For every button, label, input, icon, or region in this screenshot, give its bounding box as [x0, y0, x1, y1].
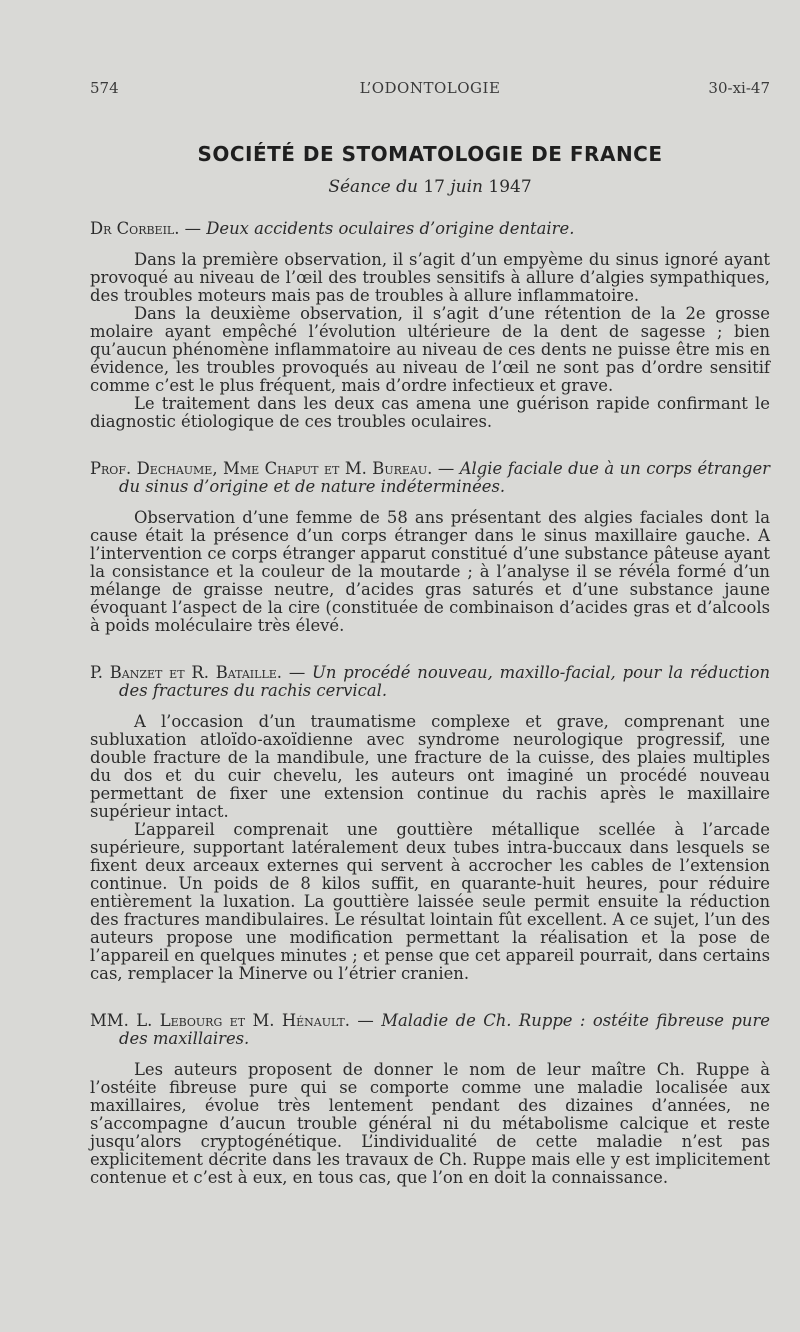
- communication: [90, 220, 770, 431]
- communication-authors: Dr Corbeil.: [90, 219, 180, 238]
- session-month: juin: [450, 177, 483, 197]
- session-date: [90, 177, 770, 197]
- paragraph: A l’occasion d’un traumatisme complexe et grave, comprenant une subluxation atloïdo-axoïdienne avec syndrome neurologique progressif, une double fracture de la mandibule, une fracture de la cuisse, des plaies multiples du dos et du cuir chevelu, les auteurs ont imaginé un procédé nouveau permettant de fixer une extension continue du rachis après le maxillaire supérieur intact.: [90, 712, 770, 821]
- communication: [90, 460, 770, 635]
- paragraph: Observation d’une femme de 58 ans présentant des algies faciales dont la cause était la présence d’un corps étranger dans le sinus maxillaire gauche. A l’intervention ce corps étranger apparut constitué d’une substance pâteuse ayant la consistance et la couleur de la moutarde ; à l’analyse il se révéla formé d’un mélange de graisse neutre, d’acides gras saturés et d’une substance jaune évoquant l’aspect de la cire (constituée de combinaison d’acides gras et d’alcools à poids moléculaire très élevé.: [90, 508, 770, 635]
- communication-title: Algie faciale due à un corps étranger du sinus d’origine et de nature indéterminées.: [119, 459, 770, 496]
- issue-date: 30-xi-47: [708, 79, 770, 97]
- communication-title: Maladie de Ch. Ruppe : ostéite fibreuse pure des maxillaires.: [119, 1011, 770, 1048]
- session-day: 17: [423, 177, 445, 197]
- running-header: [90, 79, 770, 101]
- session-year: 1947: [488, 177, 532, 197]
- paragraph: Les auteurs proposent de donner le nom de leur maître Ch. Ruppe à l’ostéite fibreuse pure qui se comporte comme une maladie localisée aux maxillaires, évolue très lentement pendant des dizaines d’années, ne s’accompagne d’aucun trouble général ni du métabolisme calcique et reste jusqu’alors cryptogénétique. L’individualité de cette maladie n’est pas explicitement décrite dans les travaux de Ch. Ruppe mais elle y est implicitement contenue et c’est à eux, en tous cas, que l’on en doit la connaissance.: [90, 1060, 770, 1187]
- paragraph: Le traitement dans les deux cas amena une guérison rapide confirmant le diagnostic étiologique de ces troubles oculaires.: [90, 394, 770, 431]
- communication-authors: MM. L. Lebourg et M. Hénault.: [90, 1011, 350, 1030]
- journal-title: L’ODONTOLOGIE: [359, 79, 501, 97]
- paragraph: L’appareil comprenait une gouttière métallique scellée à l’arcade supérieure, supportant latéralement deux tubes intra-buccaux dans lesquels se fixent deux arceaux externes qui servent à accrocher les cables de l’extension continue. Un poids de 8 kilos suffit, en quarante-huit heures, pour réduire entièrement la luxation. La gouttière laissée seule permit ensuite la réduction des fractures mandibulaires. Le résultat lointain fût excellent. A ce sujet, l’un des auteurs propose une modification permettant la réalisation et la pose de l’appareil en quelques minutes ; et pense que cet appareil pourrait, dans certains cas, remplacer la Minerve ou l’étrier cranien.: [90, 820, 770, 983]
- communication-title: Deux accidents oculaires d’origine dentaire.: [206, 219, 575, 238]
- communication: [90, 1012, 770, 1187]
- session-label: Séance du: [328, 177, 418, 197]
- communication-heading: MM. L. Lebourg et M. Hénault. — Maladie de Ch. Ruppe : ostéite fibreuse pure des maxillaires.: [90, 1011, 770, 1048]
- communication-authors: Prof. Dechaume, Mme Chaput et M. Bureau.: [90, 459, 433, 478]
- paragraph: Dans la première observation, il s’agit d’un empyème du sinus ignoré ayant provoqué au niveau de l’œil des troubles sensitifs à allure d’algies sympathiques, des troubles moteurs mais pas de troubles à allure inflammatoire.: [90, 250, 770, 305]
- communication-heading: Prof. Dechaume, Mme Chaput et M. Bureau. — Algie faciale due à un corps étranger du sinus d’origine et de nature indéterminées.: [90, 459, 770, 496]
- communication-heading: P. Banzet et R. Bataille. — Un procédé nouveau, maxillo-facial, pour la réduction des fractures du rachis cervical.: [90, 663, 771, 700]
- article-body: [90, 220, 770, 1187]
- communication: [90, 664, 770, 983]
- paragraph: Dans la deuxième observation, il s’agit d’une rétention de la 2e grosse molaire ayant empêché l’évolution ultérieure de la dent de sagesse ; bien qu’aucun phénomène inflammatoire au niveau de ces dents ne puisse être mis en évidence, les troubles provoqués au niveau de l’œil ne sont pas d’ordre sensitif comme c’est le plus fréquent, mais d’ordre infectieux et grave.: [90, 304, 770, 395]
- communication-authors: P. Banzet et R. Bataille.: [90, 663, 282, 682]
- page-number: 574: [90, 79, 119, 97]
- communication-heading: Dr Corbeil. — Deux accidents oculaires d’origine dentaire.: [90, 219, 575, 238]
- communication-title: Un procédé nouveau, maxillo-facial, pour la réduction des fractures du rachis cervical.: [119, 663, 771, 700]
- society-title: SOCIÉTÉ DE STOMATOLOGIE DE FRANCE: [197, 142, 663, 166]
